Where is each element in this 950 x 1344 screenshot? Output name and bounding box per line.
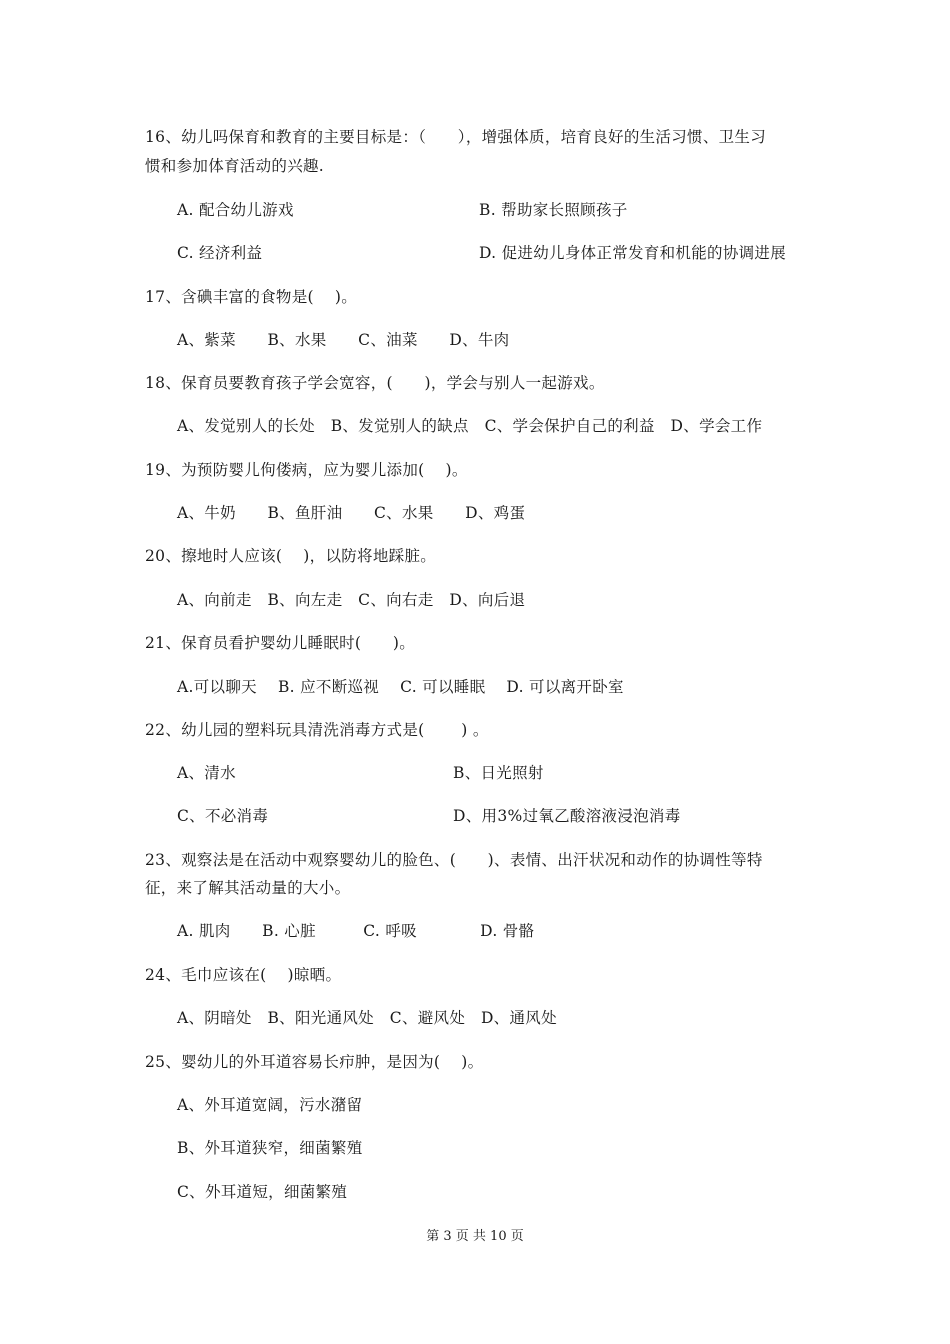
question-16-option-d: D. 促进幼儿身体正常发育和机能的协调进展: [479, 244, 787, 262]
question-19-options: A、牛奶 B、鱼肝油 C、水果 D、鸡蛋: [177, 504, 526, 522]
question-17: 17、含碘丰富的食物是( )。: [145, 288, 358, 306]
question-19: 19、为预防婴儿佝偻病，应为婴儿添加( )。: [145, 461, 468, 479]
question-20-options: A、向前走 B、向左走 C、向右走 D、向后退: [177, 591, 526, 609]
question-25-option-c: C、外耳道短，细菌繁殖: [177, 1183, 348, 1201]
question-25-option-a: A、外耳道宽阔，污水潴留: [177, 1096, 363, 1114]
question-23-options: A. 肌肉 B. 心脏 C. 呼吸 D. 骨骼: [177, 922, 535, 940]
question-18: 18、保育员要教育孩子学会宽容，( )，学会与别人一起游戏。: [145, 374, 605, 392]
question-18-options: A、发觉别人的长处 B、发觉别人的缺点 C、学会保护自己的利益 D、学会工作: [177, 417, 763, 435]
question-21-options: A.可以聊天 B. 应不断巡视 C. 可以睡眠 D. 可以离开卧室: [177, 678, 624, 696]
question-16-line-2: 惯和参加体育活动的兴趣.: [145, 157, 325, 175]
question-24-options: A、阴暗处 B、阳光通风处 C、避风处 D、通风处: [177, 1009, 557, 1027]
question-16-option-a: A. 配合幼儿游戏: [177, 201, 294, 219]
question-23-line-1: 23、观察法是在活动中观察婴幼儿的脸色、( )、表情、出汗状况和动作的协调性等特: [145, 851, 763, 869]
question-22-option-a: A、清水: [177, 764, 236, 782]
question-16-option-b: B. 帮助家长照顾孩子: [479, 201, 628, 219]
question-20: 20、擦地时人应该( )，以防将地踩脏。: [145, 547, 437, 565]
question-22: 22、幼儿园的塑料玩具清洗消毒方式是( ) 。: [145, 721, 489, 739]
question-17-options: A、紫菜 B、水果 C、油菜 D、牛肉: [177, 331, 510, 349]
question-24: 24、毛巾应该在( )晾晒。: [145, 966, 342, 984]
question-22-option-c: C、不必消毒: [177, 807, 269, 825]
question-25-option-b: B、外耳道狭窄，细菌繁殖: [177, 1139, 363, 1157]
question-21: 21、保育员看护婴幼儿睡眠时( )。: [145, 634, 416, 652]
question-16-line-1: 16、幼儿吗保育和教育的主要目标是：（ ），增强体质，培育良好的生活习惯、卫生习: [145, 128, 767, 146]
question-25: 25、婴幼儿的外耳道容易长疖肿，是因为( )。: [145, 1053, 484, 1071]
question-23-line-2: 征，来了解其活动量的大小。: [145, 879, 351, 897]
question-22-option-b: B、日光照射: [453, 764, 544, 782]
question-16-option-c: C. 经济利益: [177, 244, 263, 262]
question-22-option-d: D、用3%过氧乙酸溶液浸泡消毒: [453, 807, 681, 825]
page-number-footer: 第 3 页 共 10 页: [426, 1229, 524, 1244]
